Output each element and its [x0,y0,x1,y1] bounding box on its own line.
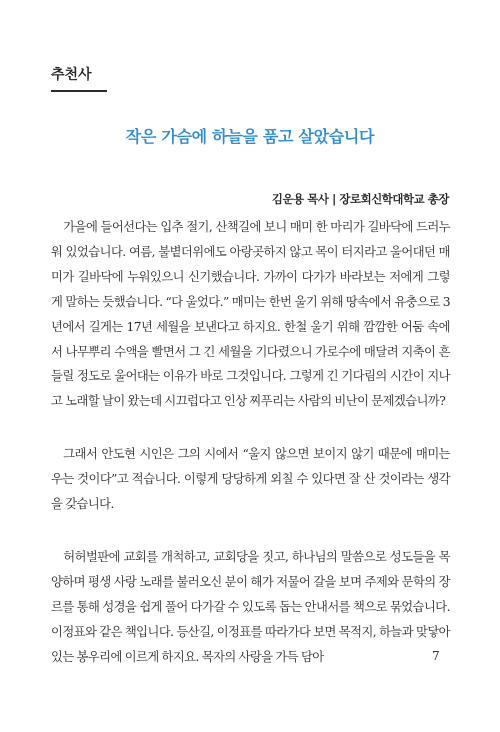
section-underline [51,90,107,92]
paragraph-3: 허허벌판에 교회를 개척하고, 교회당을 짓고, 하나님의 말씀으로 성도들을 목양하며 평생 사랑 노래를 불러오신 분이 해가 저물어 갈을 보며 주제와 문학의 장르를 통해 성경을 쉽게 풀어 다가갈 수 있도록 돕는 안내서를 책으로 묶었습니다. 이정표와 같은 책입니다. 등산길, 이정표를 따라가다 보면 목적지, 하늘과 맞닿아있는 봉우리에 이르게 하지요. 목자의 사랑을 가득 담아 [51,549,450,664]
section-label: 추천사 [51,67,92,83]
paragraph-1: 가을에 들어선다는 입추 절기, 산책길에 보니 매미 한 마리가 길바닥에 드러누워 있었습니다. 여름, 불볕더위에도 아랑곳하지 않고 목이 터지라고 울어대던 매미가 길바닥에 누워있으니 신기했습니다. 가까이 다가가 바라보는 저에게 그렇게 말하는 듯했습니다. “다 울었다.” 매미는 한번 울기 위해 땅속에서 유충으로 3년에서 길게는 17년 세월을 보낸다고 하지요. 한철 울기 위해 깜깜한 어둠 속에서 나무뿌리 수액을 빨면서 그 긴 세월을 기다렸으니 가로수에 매달려 지축이 흔들릴 정도로 울어대는 이유가 바로 그것입니다. 그렇게 긴 기다림의 시간이 지나고 노래할 날이 왔는데 시끄럽다고 인상 찌푸리는 사람의 비난이 문제겠습니까? [51,220,450,409]
author-byline: 김운용 목사 | 장로회신학대학교 총장 [271,192,449,206]
paragraph-2: 그래서 안도현 시인은 그의 시에서 “울지 않으면 보이지 않기 때문에 매미는 우는 것이다”고 적습니다. 이렇게 당당하게 외칠 수 있다면 잘 산 것이라는 생각을 갖습니다. [51,447,450,512]
page-title: 작은 가슴에 하늘을 품고 살았습니다 [125,127,375,146]
body-text [51,215,450,698]
page-number: 7 [432,649,440,663]
